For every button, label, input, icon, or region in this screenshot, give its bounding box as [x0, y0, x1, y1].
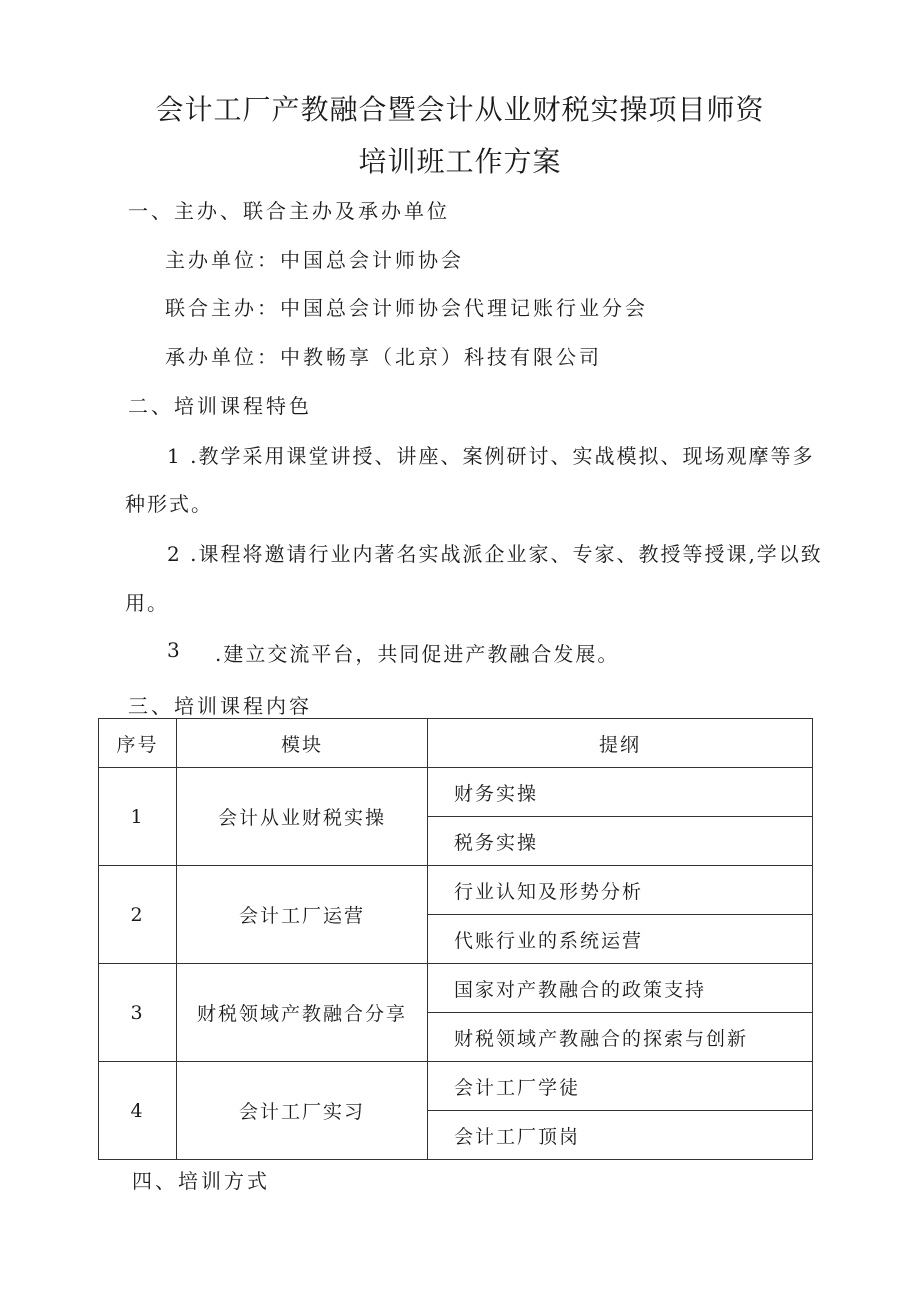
section1-heading: 一、主办、联合主办及承办单位	[128, 199, 450, 223]
feature-item1-line1: 1 .教学采用课堂讲授、讲座、案例研讨、实战模拟、现场观摩等多	[167, 444, 815, 468]
table-header-row	[99, 719, 813, 768]
document-title-line1: 会计工厂产教融合暨会计从业财税实操项目师资	[155, 93, 765, 126]
document-title-line2: 培训班工作方案	[358, 145, 562, 178]
table-row	[99, 866, 813, 915]
feature-item2-line2: 用。	[125, 591, 169, 615]
outline-cell: 税务实操	[428, 817, 813, 866]
outline-cell: 会计工厂顶岗	[428, 1111, 813, 1160]
table-header-cell: 序号	[99, 719, 177, 768]
row-number-cell: 3	[99, 964, 177, 1062]
feature-item3-text: .建立交流平台，共同促进产教融合发展。	[215, 642, 620, 666]
table-row	[99, 1062, 813, 1111]
course-content-table	[98, 718, 813, 1160]
co-host-unit: 联合主办：中国总会计师协会代理记账行业分会	[165, 296, 648, 320]
module-cell: 会计工厂运营	[177, 866, 428, 964]
table-header-cell: 提纲	[428, 719, 813, 768]
outline-cell: 会计工厂学徒	[428, 1062, 813, 1111]
section2-heading: 二、培训课程特色	[128, 394, 312, 418]
feature-item3-number: 3	[167, 638, 183, 662]
feature-item1-line2: 种形式。	[125, 492, 213, 516]
table-row	[99, 768, 813, 817]
table-row	[99, 964, 813, 1013]
host-unit: 主办单位：中国总会计师协会	[165, 248, 464, 272]
row-number-cell: 4	[99, 1062, 177, 1160]
outline-cell: 代账行业的系统运营	[428, 915, 813, 964]
section4-heading: 四、培训方式	[132, 1169, 270, 1193]
table-header-cell: 模块	[177, 719, 428, 768]
module-cell: 财税领域产教融合分享	[177, 964, 428, 1062]
feature-item2-line1: 2 .课程将邀请行业内著名实战派企业家、专家、教授等授课,学以致	[167, 542, 823, 566]
module-cell: 会计从业财税实操	[177, 768, 428, 866]
organizer-unit: 承办单位：中教畅享（北京）科技有限公司	[165, 345, 602, 369]
row-number-cell: 1	[99, 768, 177, 866]
outline-cell: 国家对产教融合的政策支持	[428, 964, 813, 1013]
row-number-cell: 2	[99, 866, 177, 964]
outline-cell: 财税领域产教融合的探索与创新	[428, 1013, 813, 1062]
section3-heading: 三、培训课程内容	[128, 694, 312, 718]
outline-cell: 行业认知及形势分析	[428, 866, 813, 915]
module-cell: 会计工厂实习	[177, 1062, 428, 1160]
outline-cell: 财务实操	[428, 768, 813, 817]
